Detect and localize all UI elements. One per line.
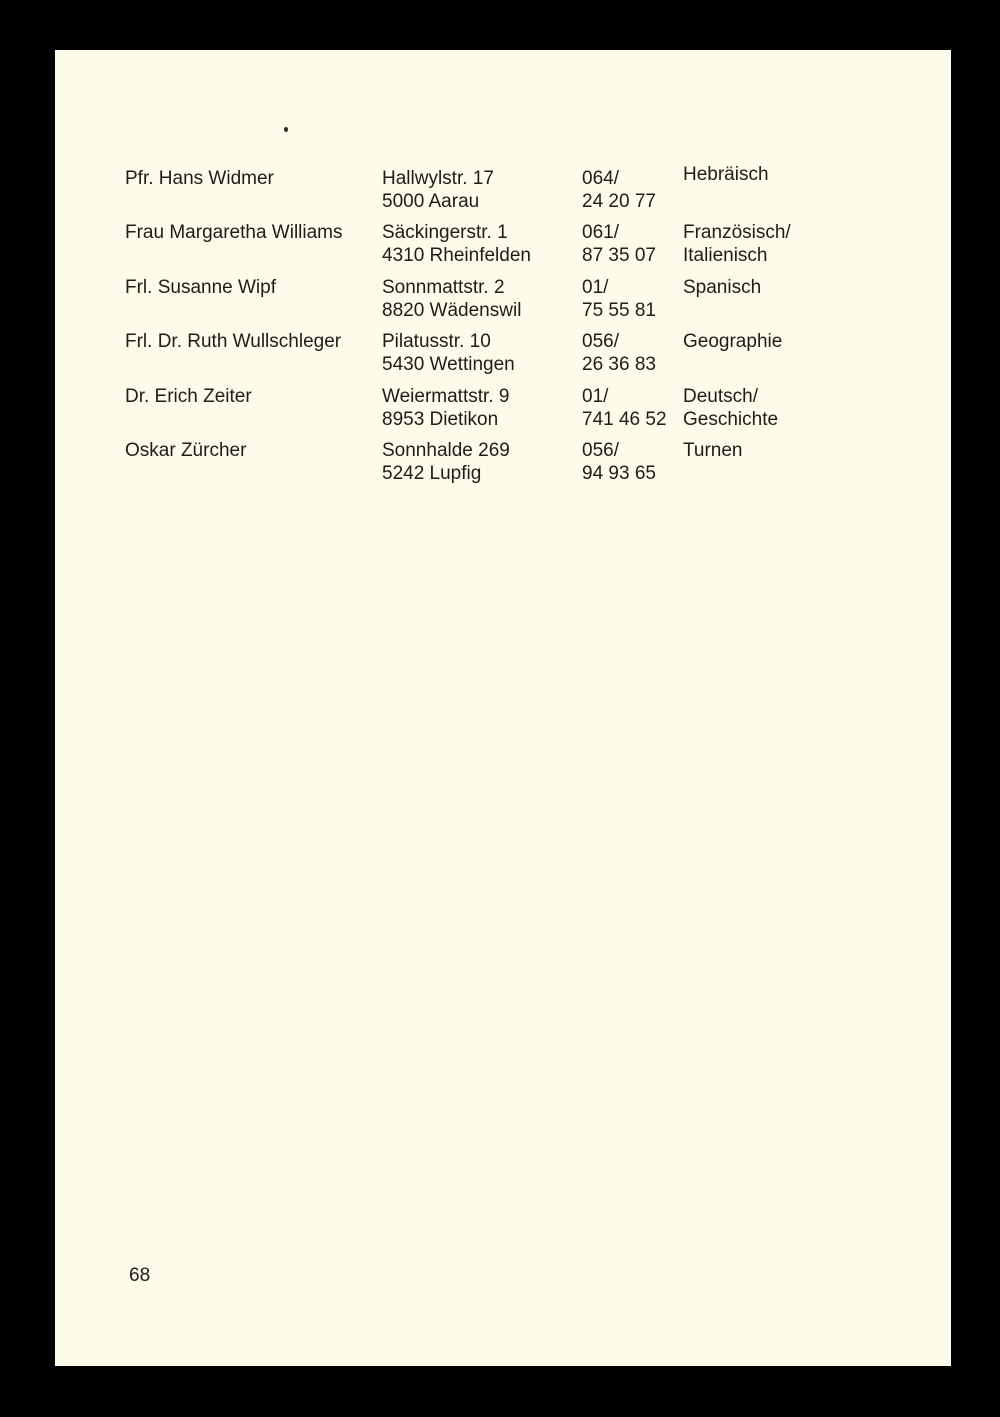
document-page (55, 50, 951, 1366)
entry-subject (683, 221, 791, 267)
entry-city: 8953 Dietikon (382, 409, 499, 430)
entry-area-code: 064/ (582, 168, 619, 189)
entry-city: 4310 Rheinfelden (382, 245, 531, 266)
entry-city: 5242 Lupfig (382, 463, 482, 484)
entry-area-code: 056/ (582, 440, 619, 461)
entry-subject-2: Geschichte (683, 409, 779, 430)
directory-entry (55, 164, 951, 217)
entry-area-code: 01/ (582, 277, 609, 298)
entry-number: 94 93 65 (582, 463, 656, 484)
entry-address (382, 330, 515, 376)
entry-street: Sonnmattstr. 2 (382, 277, 505, 298)
entry-address (382, 439, 510, 485)
directory-entry (55, 439, 951, 489)
directory-entry (55, 330, 951, 380)
entry-city: 8820 Wädenswil (382, 300, 522, 321)
entry-subject (683, 330, 782, 353)
entry-phone (582, 385, 667, 431)
entry-street: Weiermattstr. 9 (382, 386, 510, 407)
entry-phone (582, 330, 656, 376)
entry-area-code: 056/ (582, 331, 619, 352)
entry-subject (683, 276, 761, 299)
entry-subject-1: Turnen (683, 440, 743, 461)
entry-subject (683, 439, 743, 462)
entry-name: Dr. Erich Zeiter (125, 386, 252, 407)
entry-number: 26 36 83 (582, 354, 656, 375)
directory-entry (55, 385, 951, 435)
entry-subject-1: Hebräisch (683, 164, 769, 185)
entry-subject-1: Deutsch/ (683, 386, 758, 407)
entry-subject-2: Italienisch (683, 245, 768, 266)
directory-entry (55, 276, 951, 326)
page-number: 68 (129, 1265, 151, 1286)
entry-area-code: 01/ (582, 386, 609, 407)
entry-number: 741 46 52 (582, 409, 667, 430)
entry-phone (582, 221, 656, 267)
entry-subject-1: Spanisch (683, 277, 762, 298)
entry-street: Sonnhalde 269 (382, 440, 510, 461)
entry-address (382, 167, 494, 213)
entry-number: 75 55 81 (582, 300, 656, 321)
entry-subject-1: Französisch/ (683, 222, 791, 243)
entry-subject-1: Geographie (683, 331, 783, 352)
entry-name: Frl. Susanne Wipf (125, 277, 276, 298)
entry-phone (582, 439, 656, 485)
ink-dot (284, 127, 288, 132)
entry-phone (582, 167, 656, 213)
entry-street: Pilatusstr. 10 (382, 331, 491, 352)
entry-street: Säckingerstr. 1 (382, 222, 508, 243)
entry-city: 5000 Aarau (382, 191, 480, 212)
entry-address (382, 385, 509, 431)
entry-name: Pfr. Hans Widmer (125, 168, 274, 189)
entry-city: 5430 Wettingen (382, 354, 515, 375)
entry-area-code: 061/ (582, 222, 619, 243)
entry-subject (683, 163, 769, 186)
entry-name: Oskar Zürcher (125, 440, 247, 461)
entry-subject (683, 385, 778, 431)
entry-street: Hallwylstr. 17 (382, 168, 494, 189)
entry-address (382, 276, 521, 322)
entry-name: Frl. Dr. Ruth Wullschleger (125, 331, 342, 352)
entry-address (382, 221, 531, 267)
entry-number: 24 20 77 (582, 191, 656, 212)
entry-number: 87 35 07 (582, 245, 656, 266)
directory-entry (55, 221, 951, 271)
entry-phone (582, 276, 656, 322)
entry-name: Frau Margaretha Williams (125, 222, 343, 243)
